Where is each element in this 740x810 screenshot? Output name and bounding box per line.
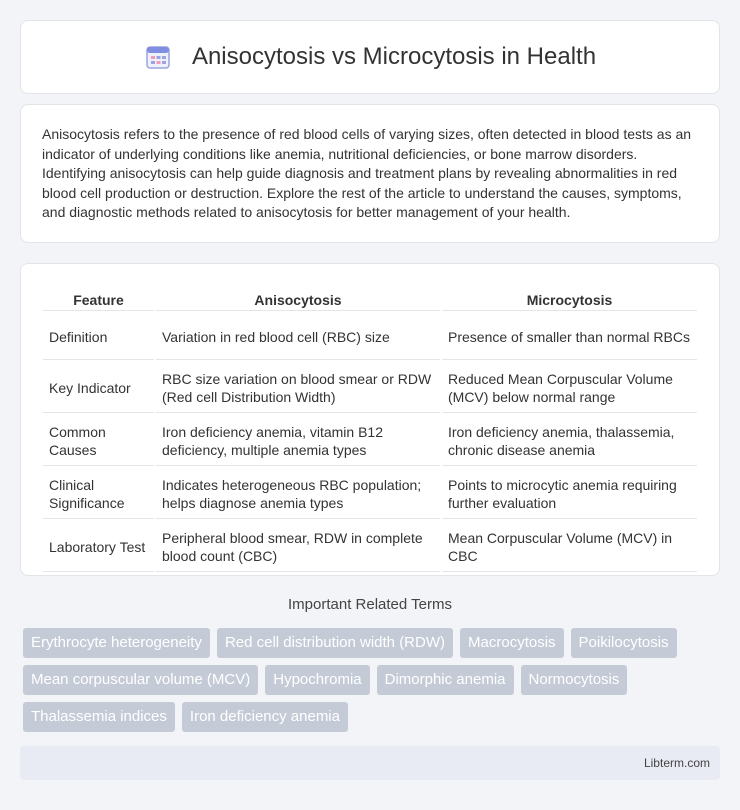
table-cell: Definition: [43, 313, 154, 360]
table-cell: RBC size variation on blood smear or RDW (Red cell Distribution Width): [156, 362, 440, 413]
table-cell: Mean Corpuscular Volume (MCV) in CBC: [442, 521, 697, 572]
table-row: [43, 415, 697, 466]
page-title: Anisocytosis vs Microcytosis in Health: [191, 43, 597, 70]
footer: [20, 746, 720, 780]
table-cell: Variation in red blood cell (RBC) size: [156, 313, 440, 360]
intro-text: Anisocytosis refers to the presence of red blood cells of varying sizes, often detected in blood tests as an indicator of underlying conditions like anemia, nutritional deficiencies, or bone marrow disorders. Identifying anisocytosis can help guide diagnosis and treatment plans by revealing abnormalities in red blood cell production or destruction. Explore the rest of the article to understand the causes, symptoms, and diagnostic methods related to anisocytosis for better management of your health.: [42, 126, 692, 221]
table-cell: Iron deficiency anemia, vitamin B12 deficiency, multiple anemia types: [156, 415, 440, 466]
intro-card: [20, 104, 720, 243]
table-cell: Points to microcytic anemia requiring further evaluation: [442, 468, 697, 519]
table-cell: Presence of smaller than normal RBCs: [442, 313, 697, 360]
table-cell: Reduced Mean Corpuscular Volume (MCV) below normal range: [442, 362, 697, 413]
related-term-tag[interactable]: Dimorphic anemia: [377, 665, 514, 695]
table-cell: Laboratory Test: [43, 521, 154, 572]
related-term-tag[interactable]: Hypochromia: [265, 665, 369, 695]
title-card: [20, 20, 720, 94]
related-term-tag[interactable]: Red cell distribution width (RDW): [217, 628, 453, 658]
related-terms-tags: [23, 628, 723, 739]
table-row: [43, 468, 697, 519]
table-cell: Indicates heterogeneous RBC population; helps diagnose anemia types: [156, 468, 440, 519]
table-cell: Key Indicator: [43, 362, 154, 413]
header-feature: Feature: [43, 286, 154, 311]
table-row: [43, 521, 697, 572]
table-cell: Iron deficiency anemia, thalassemia, chronic disease anemia: [442, 415, 697, 466]
header-anisocytosis: Anisocytosis: [156, 286, 440, 311]
comparison-table-card: [20, 263, 720, 576]
table-row: [43, 313, 697, 360]
related-term-tag[interactable]: Iron deficiency anemia: [182, 702, 348, 732]
table-cell: Common Causes: [43, 415, 154, 466]
related-term-tag[interactable]: Poikilocytosis: [571, 628, 677, 658]
related-terms-title: Important Related Terms: [288, 596, 452, 613]
related-term-tag[interactable]: Thalassemia indices: [23, 702, 175, 732]
table-row: [43, 362, 697, 413]
related-term-tag[interactable]: Normocytosis: [521, 665, 628, 695]
table-cell: Clinical Significance: [43, 468, 154, 519]
footer-site-link[interactable]: Libterm.com: [643, 756, 710, 770]
related-term-tag[interactable]: Mean corpuscular volume (MCV): [23, 665, 258, 695]
table-header-row: [43, 286, 697, 311]
header-microcytosis: Microcytosis: [442, 286, 697, 311]
related-term-tag[interactable]: Macrocytosis: [460, 628, 564, 658]
table-cell: Peripheral blood smear, RDW in complete blood count (CBC): [156, 521, 440, 572]
comparison-table: [41, 284, 699, 574]
calendar-grid-icon: [144, 43, 172, 71]
related-term-tag[interactable]: Erythrocyte heterogeneity: [23, 628, 210, 658]
